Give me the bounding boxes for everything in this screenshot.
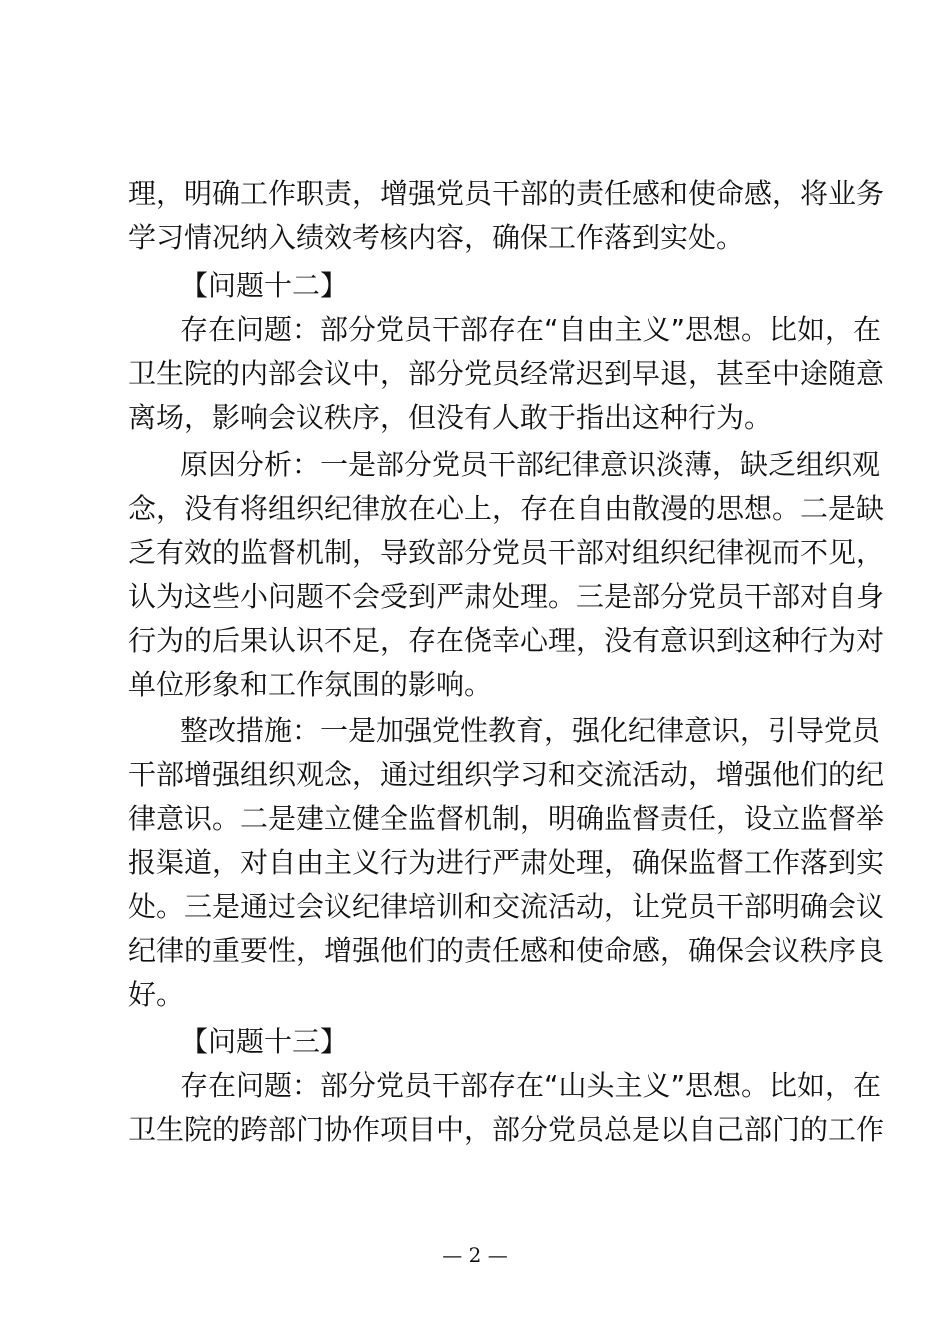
text-line: 律意识。二是建立健全监督机制，明确监督责任，设立监督举 — [128, 802, 885, 835]
section-heading: 【问题十二】 — [180, 269, 349, 302]
page-number: — 2 — — [442, 1243, 508, 1267]
text-line: 存在问题：部分党员干部存在“山头主义”思想。比如，在 — [180, 1069, 882, 1102]
text-line: 纪律的重要性，增强他们的责任感和使命感，确保会议秩序良 — [128, 934, 885, 967]
text-line: 行为的后果认识不足，存在侥幸心理，没有意识到这种行为对 — [128, 624, 885, 657]
text-line: 卫生院的跨部门协作项目中，部分党员总是以自己部门的工作 — [128, 1113, 885, 1146]
section-heading: 【问题十三】 — [180, 1025, 349, 1058]
text-line: 乏有效的监督机制，导致部分党员干部对组织纪律视而不见， — [128, 536, 885, 569]
text-line: 学习情况纳入绩效考核内容，确保工作落到实处。 — [128, 221, 745, 254]
text-line: 处。三是通过会议纪律培训和交流活动，让党员干部明确会议 — [128, 890, 885, 923]
text-line: 报渠道，对自由主义行为进行严肃处理，确保监督工作落到实 — [128, 846, 885, 879]
text-line: 好。 — [128, 978, 185, 1011]
text-line: 整改措施：一是加强党性教育，强化纪律意识，引导党员 — [180, 714, 881, 747]
text-line: 认为这些小问题不会受到严肃处理。三是部分党员干部对自身 — [128, 580, 885, 613]
text-line: 单位形象和工作氛围的影响。 — [128, 668, 493, 701]
text-line: 干部增强组织观念，通过组织学习和交流活动，增强他们的纪 — [128, 758, 885, 791]
text-line: 念，没有将组织纪律放在心上，存在自由散漫的思想。二是缺 — [128, 492, 885, 525]
text-line: 存在问题：部分党员干部存在“自由主义”思想。比如，在 — [180, 313, 882, 346]
text-line: 卫生院的内部会议中，部分党员经常迟到早退，甚至中途随意 — [128, 357, 885, 390]
text-line: 离场，影响会议秩序，但没有人敢于指出这种行为。 — [128, 401, 773, 434]
text-line: 理，明确工作职责，增强党员干部的责任感和使命感，将业务 — [128, 177, 885, 210]
text-line: 原因分析：一是部分党员干部纪律意识淡薄，缺乏组织观 — [180, 448, 881, 481]
